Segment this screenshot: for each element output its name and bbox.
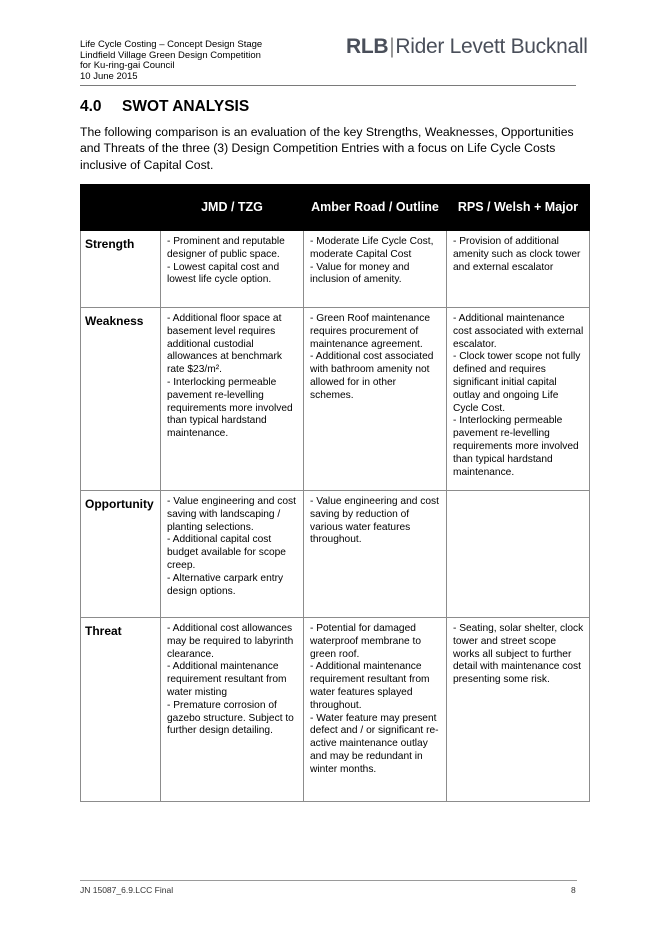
header-line: Life Cycle Costing – Concept Design Stage <box>80 39 263 50</box>
cell-bullet-item: - Prominent and reputable designer of public space. <box>167 236 285 260</box>
cell-bullet-item: - Additional capital cost budget available for scope creep. <box>167 534 286 571</box>
row-label: Opportunity <box>81 491 161 618</box>
table-row <box>81 618 590 802</box>
table-cell <box>161 618 304 802</box>
header-date: 10 June 2015 <box>80 70 138 82</box>
footer-divider <box>80 880 577 881</box>
cell-bullet-item: - Interlocking permeable pavement re-levelling requirements more involved than typical hardstand maintenance. <box>167 376 293 440</box>
table-cell <box>161 308 304 491</box>
row-label: Strength <box>81 231 161 308</box>
cell-bullet-item: - Additional maintenance requirement resultant from water features splayed throughout. <box>310 661 430 711</box>
cell-bullet-item: - Additional maintenance requirement resultant from water misting <box>167 661 287 698</box>
table-cell <box>447 308 590 491</box>
cell-bullet-item: - Provision of additional amenity such as clock tower and external escalator <box>453 236 581 273</box>
cell-bullet-item: - Interlocking permeable pavement re-levelling requirements more involved than typical hardstand maintenance. <box>453 415 579 478</box>
table-row <box>81 231 590 308</box>
column-header-rps-welsh-major: RPS / Welsh + Major <box>447 185 590 231</box>
cell-bullet-item: - Clock tower scope not fully defined and requires significant initial capital outlay and ongoing Life Cycle Cost. <box>453 351 581 414</box>
table-cell <box>447 618 590 802</box>
footer-document-reference: JN 15087_6.9.LCC Final <box>80 885 174 895</box>
cell-bullet-item: - Value engineering and cost saving with landscaping / planting selections. <box>167 496 296 533</box>
table-body <box>81 231 590 802</box>
cell-bullet-item: - Water feature may present defect and / or significant re-active maintenance outlay and may be redundant in winter months. <box>310 712 439 775</box>
cell-bullet-item: - Additional floor space at basement level requires additional custodial allowances at benchmark rate $23/m². <box>167 313 282 376</box>
cell-bullet-item: - Potential for damaged waterproof membrane to green roof. <box>310 623 421 660</box>
header-line: for Ku-ring-gai Council <box>80 60 175 71</box>
table-cell <box>304 491 447 618</box>
section-title: SWOT ANALYSIS <box>122 98 250 115</box>
section-number: 4.0 <box>80 98 102 115</box>
cell-bullet-item: - Seating, solar shelter, clock tower and street scope works all subject to further detail with maintenance cost presenting some risk. <box>453 623 584 686</box>
table-cell <box>161 491 304 618</box>
column-header-jmd-tzg: JMD / TZG <box>161 185 304 231</box>
logo-company-name: Rider Levett Bucknall <box>395 35 588 58</box>
table-cell <box>304 618 447 802</box>
table-cell <box>304 308 447 491</box>
column-header-amber-road-label: Amber Road / Outline <box>311 200 439 214</box>
table-cell <box>447 231 590 308</box>
row-label: Weakness <box>81 308 161 491</box>
intro-paragraph: The following comparison is an evaluation of the key Strengths, Weaknesses, Opportunities and Threats of the three (3) Design Competition Entries with a focus on Life Cycle Costs inclusive of Capital Cost. <box>80 125 574 172</box>
table-cell <box>304 231 447 308</box>
rlb-logo <box>346 35 588 59</box>
logo-separator: | <box>389 35 395 58</box>
table-row <box>81 491 590 618</box>
cell-bullet-item: - Additional cost allowances may be required to labyrinth clearance. <box>167 623 294 660</box>
footer-page-number: 8 <box>571 885 576 895</box>
cell-bullet-item: - Additional cost associated with bathroom amenity not allowed for in other schemes. <box>310 351 434 401</box>
header-line: Lindfield Village Green Design Competition <box>80 49 261 61</box>
cell-bullet-item: - Green Roof maintenance requires procurement of maintenance agreement. <box>310 313 431 350</box>
column-header-empty <box>81 185 161 231</box>
cell-bullet-item: - Moderate Life Cycle Cost, moderate Capital Cost <box>310 236 434 260</box>
row-label: Threat <box>81 618 161 802</box>
cell-bullet-item: - Value engineering and cost saving by reduction of various water features throughout. <box>310 496 439 546</box>
header-divider <box>80 85 576 86</box>
swot-table <box>80 184 590 802</box>
column-header-amber-road <box>304 185 447 231</box>
document-header <box>80 40 262 82</box>
cell-bullet-item: - Additional maintenance cost associated with external escalator. <box>453 313 584 350</box>
section-heading <box>80 98 249 116</box>
table-cell <box>161 231 304 308</box>
cell-bullet-item: - Premature corrosion of gazebo structure. Subject to further design detailing. <box>167 699 294 737</box>
cell-bullet-item: - Lowest capital cost and lowest life cycle option. <box>167 261 280 286</box>
cell-bullet-item: - Alternative carpark entry design options. <box>167 572 284 597</box>
table-cell <box>447 491 590 618</box>
logo-abbreviation: RLB <box>346 35 389 58</box>
table-header-row <box>81 185 590 231</box>
cell-bullet-item: - Value for money and inclusion of amenity. <box>310 261 410 286</box>
table-row <box>81 308 590 491</box>
